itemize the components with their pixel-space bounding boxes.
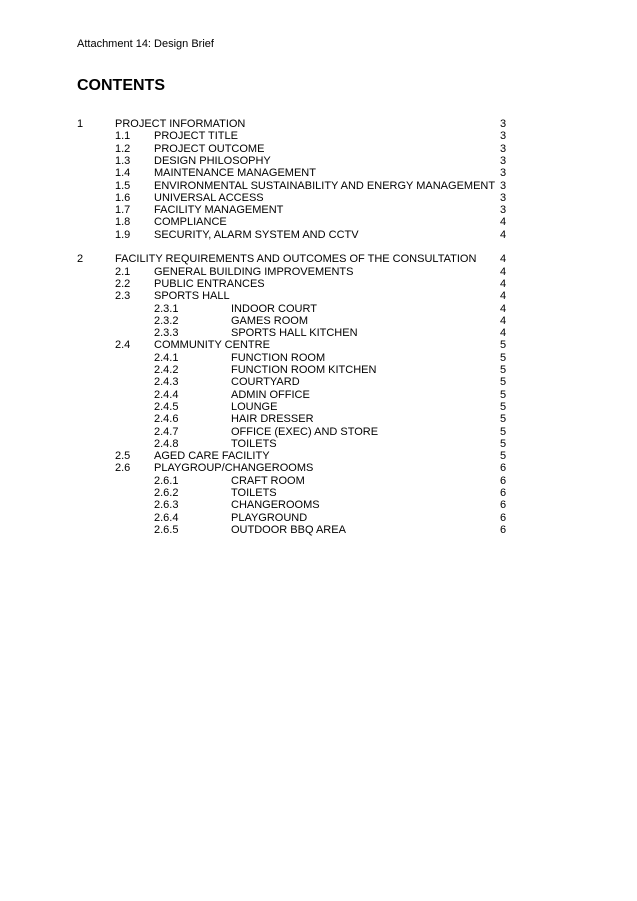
toc-entry-page: 5 (500, 450, 507, 463)
toc-entry-page: 6 (500, 511, 507, 524)
toc-entry-page: 5 (500, 364, 507, 376)
toc-entry-page: 5 (500, 339, 507, 352)
toc-entry[interactable] (0, 487, 637, 499)
toc-entry-page: 5 (500, 400, 507, 413)
toc-entry-title: TOILETS (231, 487, 277, 499)
toc-entry[interactable] (0, 216, 637, 228)
toc-entry-number: 1.1 (115, 130, 131, 143)
toc-entry-page: 6 (500, 499, 507, 512)
toc-entry-page: 5 (500, 437, 507, 450)
toc-entry-title: COMPLIANCE (154, 216, 227, 229)
toc-entry-title: CHANGEROOMS (231, 499, 320, 512)
toc-entry-title: FUNCTION ROOM (231, 351, 326, 364)
toc-entry-number: 2.4.3 (154, 376, 179, 389)
toc-entry-page: 4 (500, 228, 507, 241)
toc-entry-page: 4 (500, 290, 507, 303)
toc-entry-page: 4 (500, 314, 507, 327)
toc-entry-number: 1.5 (115, 179, 131, 192)
toc-entry-page: 5 (500, 425, 507, 438)
toc-entry-title: DESIGN PHILOSOPHY (154, 154, 271, 167)
toc-entry-page: 4 (500, 277, 507, 290)
toc-entry-page: 3 (500, 167, 507, 180)
toc-entry[interactable] (0, 499, 637, 511)
toc-entry-number: 1.4 (115, 167, 131, 180)
toc-entry-number: 2.4.8 (154, 437, 179, 450)
toc-entry-number: 1.9 (115, 228, 131, 241)
toc-entry-title: SPORTS HALL KITCHEN (231, 327, 358, 340)
toc-entry-page: 3 (500, 118, 507, 130)
toc-entry[interactable] (0, 266, 637, 278)
toc-entry-page: 4 (500, 216, 507, 229)
toc-entry-number: 2.4.6 (154, 413, 179, 426)
toc-entry-page: 4 (500, 327, 507, 340)
toc-entry-number: 2.3 (115, 290, 131, 303)
toc-entry[interactable] (0, 413, 637, 425)
toc-entry[interactable] (0, 352, 637, 364)
toc-entry[interactable] (0, 475, 637, 487)
toc-entry-title: CRAFT ROOM (231, 474, 305, 487)
toc-entry-page: 3 (500, 142, 507, 155)
toc-entry[interactable] (0, 426, 637, 438)
toc-entry[interactable] (0, 204, 637, 216)
toc-entry-number: 2.3.1 (154, 302, 179, 315)
toc-entry-title: GAMES ROOM (231, 314, 309, 327)
toc-entry[interactable] (0, 130, 637, 142)
toc-entry-title: HAIR DRESSER (231, 413, 314, 426)
toc-entry[interactable] (0, 462, 637, 474)
toc-entry-title: COMMUNITY CENTRE (154, 339, 270, 352)
toc-entry-title: INDOOR COURT (231, 302, 317, 315)
toc-entry-page: 6 (500, 462, 507, 475)
toc-entry-number: 1.7 (115, 204, 131, 217)
toc-entry-number: 2 (77, 253, 84, 266)
toc-entry[interactable] (0, 524, 637, 536)
contents-heading: CONTENTS (77, 77, 165, 94)
toc-entry-number: 1.2 (115, 142, 131, 155)
toc-entry[interactable] (0, 180, 637, 192)
toc-entry[interactable] (0, 389, 637, 401)
toc-entry-page: 5 (500, 388, 507, 401)
toc-entry-title: MAINTENANCE MANAGEMENT (154, 167, 316, 180)
toc-entry[interactable] (0, 167, 637, 179)
toc-entry-page: 4 (500, 265, 507, 278)
toc-entry-number: 2.6.3 (154, 499, 179, 512)
toc-entry-page: 6 (500, 474, 507, 487)
toc-entry-number: 2.4.4 (154, 388, 179, 401)
toc-entry[interactable] (0, 192, 637, 204)
toc-entry-title: PROJECT TITLE (154, 130, 238, 143)
toc-entry-page: 5 (500, 376, 507, 389)
toc-entry-number: 2.6.2 (154, 487, 179, 499)
toc-entry-number: 2.4.7 (154, 425, 179, 438)
toc-entry-number: 1.6 (115, 191, 131, 204)
toc-entry[interactable] (0, 401, 637, 413)
toc-entry-page: 3 (500, 179, 507, 192)
toc-entry[interactable] (0, 155, 637, 167)
toc-entry[interactable] (0, 376, 637, 388)
toc-entry-number: 2.3.3 (154, 327, 179, 340)
toc-entry-page: 3 (500, 191, 507, 204)
toc-entry-page: 5 (500, 351, 507, 364)
toc-entry-title: PROJECT OUTCOME (154, 142, 265, 155)
toc-entry[interactable] (0, 450, 637, 462)
toc-entry-title: COURTYARD (231, 376, 300, 389)
toc-entry-title: FUNCTION ROOM KITCHEN (231, 364, 377, 376)
toc-entry-number: 2.6.1 (154, 474, 179, 487)
toc-entry-number: 2.5 (115, 450, 131, 463)
toc-entry-page: 4 (500, 302, 507, 315)
toc-entry-page: 3 (500, 130, 507, 143)
toc-entry-title: ADMIN OFFICE (231, 388, 310, 401)
toc-entry-page: 3 (500, 154, 507, 167)
toc-entry[interactable] (0, 290, 637, 302)
toc-entry-number: 2.4.2 (154, 364, 179, 376)
toc-entry-title: FACILITY MANAGEMENT (154, 204, 284, 217)
toc-entry-title: TOILETS (231, 437, 277, 450)
toc-entry-title: PUBLIC ENTRANCES (154, 277, 265, 290)
toc-entry-number: 2.3.2 (154, 314, 179, 327)
toc-entry-page: 6 (500, 487, 507, 499)
toc-entry-page: 6 (500, 523, 507, 536)
toc-entry-title: OFFICE (EXEC) AND STORE (231, 425, 379, 438)
toc-entry-page: 5 (500, 413, 507, 426)
toc-entry-page: 4 (500, 253, 507, 266)
toc-entry-number: 1.8 (115, 216, 131, 229)
toc-entry-number: 1.3 (115, 154, 131, 167)
toc-entry-title: GENERAL BUILDING IMPROVEMENTS (154, 265, 354, 278)
toc-entry-title: AGED CARE FACILITY (154, 450, 270, 463)
toc-entry[interactable] (0, 253, 637, 265)
toc-entry-number: 2.4 (115, 339, 131, 352)
toc-entry[interactable] (0, 438, 637, 450)
toc-entry[interactable] (0, 364, 637, 376)
toc-entry-number: 2.1 (115, 265, 131, 278)
toc-entry[interactable] (0, 327, 637, 339)
toc-entry-title: PROJECT INFORMATION (115, 118, 246, 130)
toc-entry[interactable] (0, 512, 637, 524)
toc-entry[interactable] (0, 339, 637, 351)
toc-entry-number: 2.4.5 (154, 400, 179, 413)
toc-entry-title: SECURITY, ALARM SYSTEM AND CCTV (154, 228, 359, 241)
toc-entry-title: FACILITY REQUIREMENTS AND OUTCOMES OF THE CONSULTATION (115, 253, 477, 266)
toc-entry-number: 1 (77, 118, 84, 130)
toc-entry[interactable] (0, 118, 637, 130)
page-header: Attachment 14: Design Brief (77, 38, 214, 50)
toc-entry-title: LOUNGE (231, 400, 278, 413)
toc-entry-title: SPORTS HALL (154, 290, 230, 303)
toc-entry-page: 3 (500, 204, 507, 217)
toc-entry-title: ENVIRONMENTAL SUSTAINABILITY AND ENERGY MANAGEMENT (154, 179, 496, 192)
toc-entry[interactable] (0, 303, 637, 315)
toc-entry-number: 2.2 (115, 277, 131, 290)
toc-entry-title: UNIVERSAL ACCESS (154, 191, 264, 204)
toc-entry-number: 2.6.4 (154, 511, 179, 524)
toc-entry[interactable] (0, 278, 637, 290)
toc-entry[interactable] (0, 143, 637, 155)
toc-entry[interactable] (0, 315, 637, 327)
toc-entry[interactable] (0, 229, 637, 241)
toc-entry-number: 2.4.1 (154, 351, 179, 364)
toc-entry-title: PLAYGROUP/CHANGEROOMS (154, 462, 314, 475)
toc-entry-number: 2.6 (115, 462, 131, 475)
toc-entry-title: PLAYGROUND (231, 511, 308, 524)
toc-entry-title: OUTDOOR BBQ AREA (231, 523, 346, 536)
toc-entry-number: 2.6.5 (154, 523, 179, 536)
